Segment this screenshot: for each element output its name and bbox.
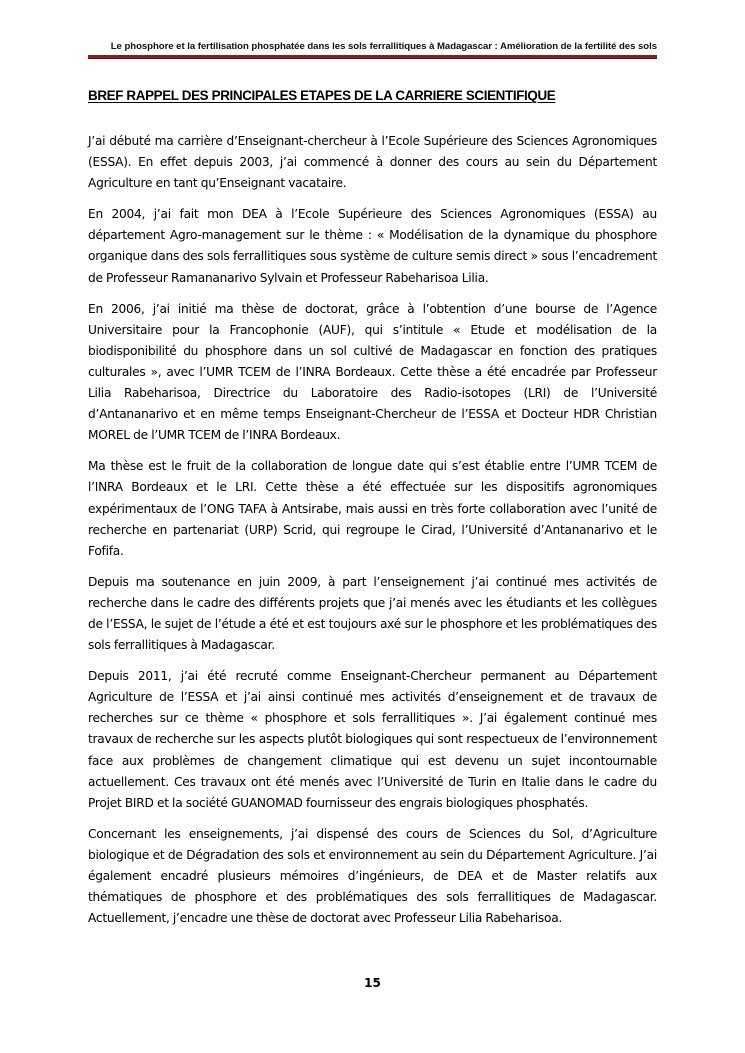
paragraph-6: Depuis 2011, j’ai été recruté comme Enseignant-Chercheur permanent au Département Agriculture de l’ESSA et j’ai ainsi continué mes activités d’enseignement et de travaux de recherches sur ce thème « phosphore et sols ferrallitiques ». J’ai également continué mes travaux de recherche sur les aspects plutôt biologiques qui sont respectueux de l’environnement face aux problèmes de changement climatique qui est devenu un sujet incontournable actuellement. Ces travaux ont été menés avec l’Université de Turin en Italie dans le cadre du Projet BIRD et la société GUANOMAD fournisseur des engrais biologiques phosphatés. xyxy=(88,669,657,810)
paragraph-5: Depuis ma soutenance en juin 2009, à part l’enseignement j’ai continué mes activités de recherche dans le cadre des différents projets que j’ai menés avec les étudiants et les collègues de l’ESSA, le sujet de l’étude a été et est toujours axé sur le phosphore et les problématiques des sols ferrallitiques à Madagascar. xyxy=(88,574,657,653)
paragraph-3: En 2006, j’ai initié ma thèse de doctorat, grâce à l’obtention d’une bourse de l’Agence Universitaire pour la Francophonie (AUF), qui s’intitule « Etude et modélisation de la biodisponibilité du phosphore dans un sol cultivé de Madagascar en fonction des pratiques culturales », avec l’UMR TCEM de l’INRA Bordeaux. Cette thèse a été encadrée par Professeur Lilia Rabeharisoa, Directrice du Laboratoire des Radio-isotopes (LRI) de l’Université d’Antananarivo et en même temps Enseignant-Chercheur de l’ESSA et Docteur HDR Christian MOREL de l’UMR TCEM de l’INRA Bordeaux. xyxy=(88,301,657,443)
paragraph-7: Concernant les enseignements, j’ai dispensé des cours de Sciences du Sol, d’Agriculture biologique et de Dégradation des sols et environnement au sein du Département Agriculture. J’ai également encadré plusieurs mémoires d’ingénieurs, de DEA et de Master relatifs aux thématiques de phosphore et des problématiques des sols ferrallitiques de Madagascar. Actuellement, j’encadre une thèse de doctorat avec Professeur Lilia Rabeharisoa. xyxy=(88,826,657,926)
header-rule xyxy=(88,55,657,59)
paragraph-1: J’ai débuté ma carrière d’Enseignant-chercheur à l’Ecole Supérieure des Sciences Agronomiques (ESSA). En effet depuis 2003, j’ai commencé à donner des cours au sein du Département Agriculture en tant qu’Enseignant vacataire. xyxy=(88,134,657,191)
paragraph-4: Ma thèse est le fruit de la collaboration de longue date qui s’est établie entre l’UMR TCEM de l’INRA Bordeaux et le LRI. Cette thèse a été effectuée sur les dispositifs agronomiques expérimentaux de l’ONG TAFA à Antsirabe, mais aussi en très forte collaboration avec l’unité de recherche en partenariat (URP) Scrid, qui regroupe le Cirad, l’Université d’Antananarivo et le Fofifa. xyxy=(88,459,657,558)
section-title: BREF RAPPEL DES PRINCIPALES ETAPES DE LA CARRIERE SCIENTIFIQUE xyxy=(88,88,556,103)
page-number: 15 xyxy=(364,976,381,990)
paragraph-2: En 2004, j’ai fait mon DEA à l’Ecole Supérieure des Sciences Agronomiques (ESSA) au département Agro-management sur le thème : « Modélisation de la dynamique du phosphore organique dans des sols ferrallitiques sous système de culture semis direct » sous l’encadrement de Professeur Ramananarivo Sylvain et Professeur Rabeharisoa Lilia. xyxy=(88,207,657,285)
body-text xyxy=(88,131,657,939)
running-header: Le phosphore et la fertilisation phosphatée dans les sols ferrallitiques à Madagascar : Amélioration de la fertilité des sols xyxy=(110,41,657,52)
